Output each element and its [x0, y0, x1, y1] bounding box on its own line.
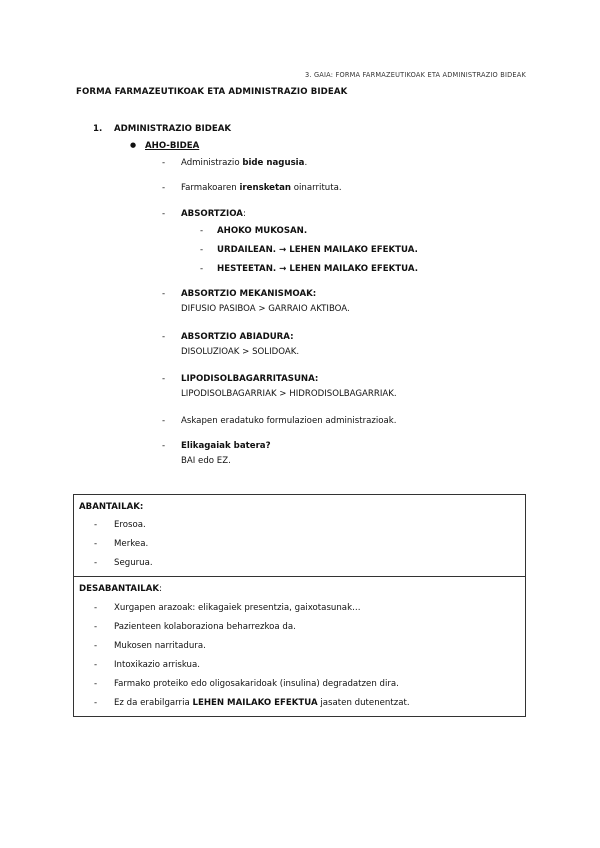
heading-colon: : — [159, 584, 162, 594]
item-text: Farmako proteiko edo oligosakaridoak (insulina) degradatzen dira. — [114, 679, 399, 689]
section-title-text: ADMINISTRAZIO BIDEAK — [114, 124, 232, 134]
item-continuation: LIPODISOLBAGARRIAK > HIDRODISOLBAGARRIAK. — [181, 389, 397, 399]
item-text: Intoxikazio arriskua. — [114, 660, 200, 670]
item-bold-text: AHOKO MUKOSAN. — [217, 226, 308, 236]
item-bold-text: ABSORTZIOA — [181, 209, 243, 219]
item-continuation: DISOLUZIOAK > SOLIDOAK. — [181, 347, 300, 357]
section-heading — [93, 124, 231, 134]
list-item — [162, 287, 350, 317]
dash-marker: - — [162, 416, 166, 426]
item-bold-text: LEHEN MAILAKO EFEKTUA — [192, 698, 318, 708]
item-text: Pazienteen kolaboraziona beharrezkoa da. — [114, 622, 296, 632]
list-item — [94, 603, 361, 613]
dash-marker: - — [94, 622, 98, 632]
list-item — [94, 622, 296, 632]
item-text: Ez da erabilgarria — [114, 698, 193, 708]
list-item — [162, 330, 299, 360]
item-text: Askapen eradatuko formulazioen administrazioak. — [181, 416, 397, 426]
list-item — [162, 181, 342, 196]
dash-marker: - — [200, 226, 204, 236]
disadvantages-box — [73, 577, 526, 717]
item-text: Administrazio — [181, 158, 243, 168]
item-text: Merkea. — [114, 539, 149, 549]
list-item — [162, 372, 397, 402]
item-text: jasaten dutenentzat. — [317, 698, 410, 708]
item-text: . — [304, 158, 308, 168]
list-item — [94, 679, 399, 689]
list-item — [162, 414, 397, 429]
list-item — [94, 520, 146, 530]
list-item — [94, 558, 153, 568]
disadvantages-heading-text: DESABANTAILAK — [79, 584, 160, 594]
dash-marker: - — [162, 289, 166, 299]
item-continuation: BAI edo EZ. — [181, 456, 231, 466]
document-title: FORMA FARMAZEUTIKOAK ETA ADMINISTRAZIO BIDEAK — [76, 87, 348, 97]
list-item — [94, 539, 148, 549]
item-text: oinarrituta. — [291, 183, 342, 193]
item-text: Xurgapen arazoak: elikagaiek presentzia, gaixotasunak… — [114, 603, 361, 613]
dash-marker: - — [162, 183, 166, 193]
item-bold-text: URDAILEAN. → LEHEN MAILAKO EFEKTUA. — [217, 245, 418, 255]
item-text: Mukosen narritadura. — [114, 641, 206, 651]
dash-marker: - — [94, 603, 98, 613]
nested-list-item — [200, 262, 418, 277]
item-text: Farmakoaren — [181, 183, 240, 193]
item-text: Segurua. — [114, 558, 153, 568]
item-text: : — [242, 209, 246, 219]
section-number: 1. — [93, 124, 103, 134]
item-bold-text: Elikagaiak batera? — [181, 441, 271, 451]
item-text: Erosoa. — [114, 520, 146, 530]
disadvantages-heading — [79, 584, 162, 594]
dash-marker: - — [162, 158, 166, 168]
dash-marker: - — [94, 679, 98, 689]
dash-marker: - — [94, 698, 98, 708]
dash-marker: - — [94, 539, 98, 549]
list-item — [94, 698, 410, 708]
advantages-heading: ABANTAILAK: — [79, 502, 144, 512]
list-item — [162, 156, 307, 171]
list-item — [162, 439, 271, 469]
advantages-box — [73, 494, 526, 577]
item-bold-text: irensketan — [239, 183, 292, 193]
running-header: 3. GAIA: FORMA FARMAZEUTIKOAK ETA ADMINISTRAZIO BIDEAK — [305, 71, 526, 79]
dash-marker: - — [162, 209, 166, 219]
list-item — [162, 207, 246, 222]
item-bold-text: bide nagusia — [242, 158, 305, 168]
dash-marker: - — [200, 245, 204, 255]
item-bold-text: ABSORTZIO ABIADURA: — [181, 332, 294, 342]
dash-marker: - — [200, 264, 204, 274]
item-bold-text: LIPODISOLBAGARRITASUNA: — [181, 374, 319, 384]
item-continuation: DIFUSIO PASIBOA > GARRAIO AKTIBOA. — [181, 304, 350, 314]
item-bold-text: HESTEETAN. → LEHEN MAILAKO EFEKTUA. — [217, 264, 418, 274]
dash-marker: - — [162, 332, 166, 342]
dash-marker: - — [162, 441, 166, 451]
subsection-title-text: AHO-BIDEA — [145, 141, 200, 151]
item-bold-text: ABSORTZIO MEKANISMOAK: — [181, 289, 317, 299]
nested-list-item — [200, 224, 307, 239]
dash-marker: - — [94, 558, 98, 568]
bullet-icon: ● — [130, 141, 137, 149]
dash-marker: - — [162, 374, 166, 384]
dash-marker: - — [94, 520, 98, 530]
subsection-heading — [130, 141, 199, 151]
list-item — [94, 641, 206, 651]
dash-marker: - — [94, 660, 98, 670]
dash-marker: - — [94, 641, 98, 651]
nested-list-item — [200, 243, 418, 258]
list-item — [94, 660, 200, 670]
